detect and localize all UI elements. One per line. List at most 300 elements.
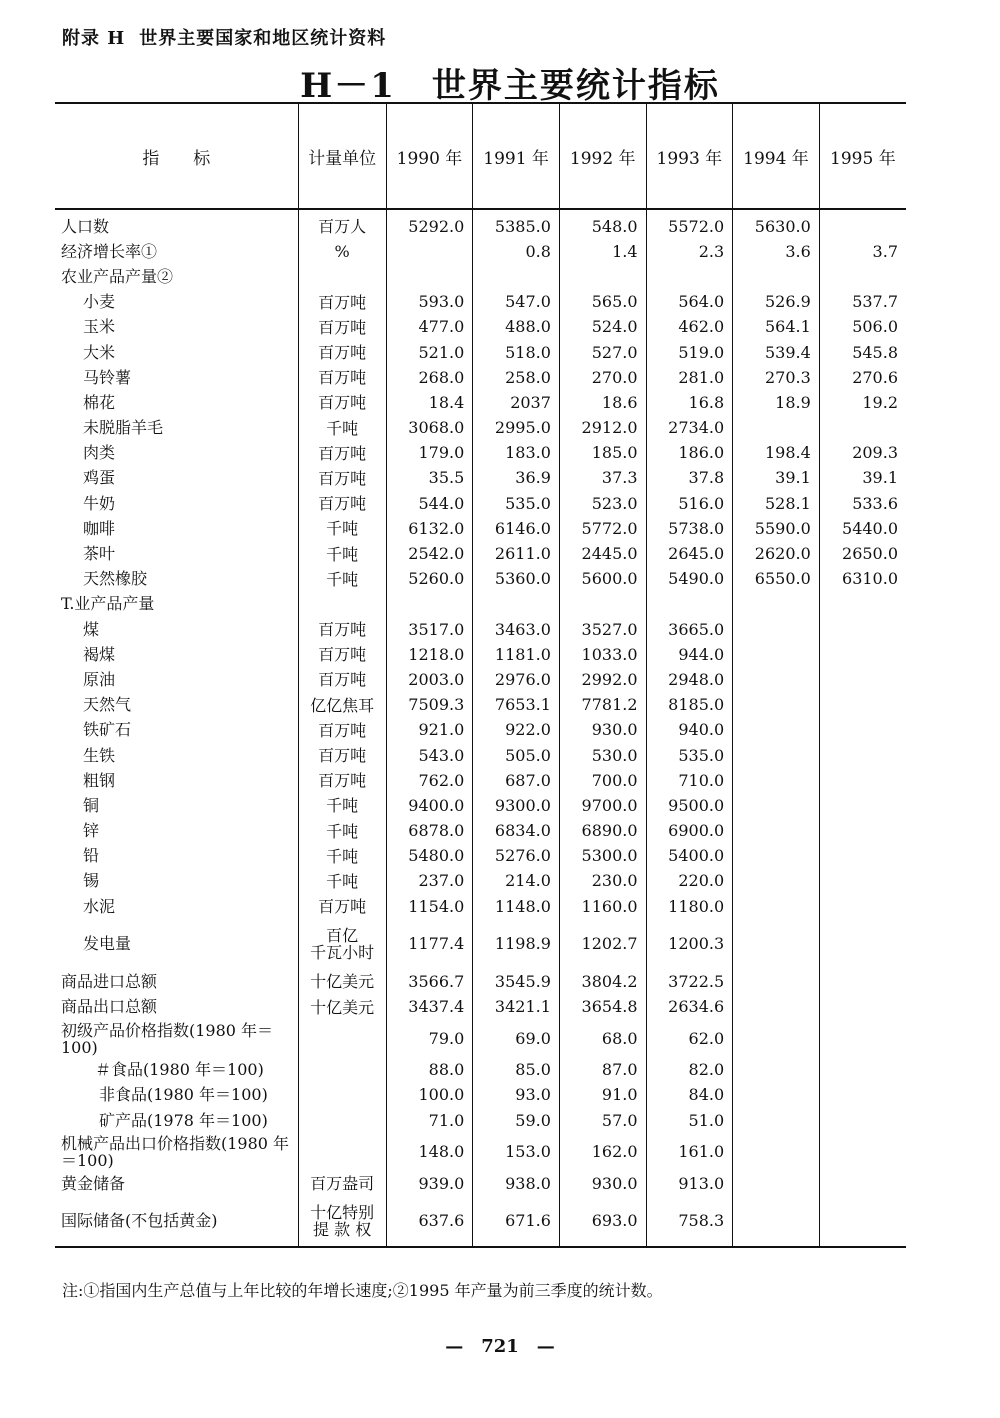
unit-cell xyxy=(298,592,386,617)
unit-cell: 十亿美元 xyxy=(298,994,386,1019)
value-cell: 179.0 xyxy=(386,441,473,466)
value-cell: 2992.0 xyxy=(559,667,646,692)
table-row xyxy=(55,894,906,919)
value-cell: 3421.1 xyxy=(473,994,560,1019)
col-1993: 1993 年 xyxy=(646,103,733,209)
unit-cell: 百万吨 xyxy=(298,390,386,415)
value-cell xyxy=(733,1058,820,1083)
value-cell: 270.0 xyxy=(559,365,646,390)
col-unit: 计量单位 xyxy=(298,103,386,209)
value-cell: 39.1 xyxy=(819,466,906,491)
value-cell: 2445.0 xyxy=(559,541,646,566)
value-cell xyxy=(819,894,906,919)
value-cell: 59.0 xyxy=(473,1108,560,1133)
unit-cell xyxy=(298,264,386,289)
table-row xyxy=(55,819,906,844)
unit-cell: 百万吨 xyxy=(298,491,386,516)
value-cell: 564.0 xyxy=(646,290,733,315)
value-cell: 100.0 xyxy=(386,1083,473,1108)
indicator-cell: 咖啡 xyxy=(83,518,116,538)
value-cell xyxy=(733,1083,820,1108)
value-cell: 220.0 xyxy=(646,869,733,894)
indicator-cell: 商品出口总额 xyxy=(61,997,158,1017)
value-cell: 5480.0 xyxy=(386,844,473,869)
value-cell xyxy=(733,416,820,441)
table-row xyxy=(55,466,906,491)
value-cell: 547.0 xyxy=(473,290,560,315)
indicator-cell: 煤 xyxy=(83,619,100,639)
indicator-cell: 茶叶 xyxy=(83,544,116,564)
value-cell xyxy=(646,264,733,289)
unit-cell: 千吨 xyxy=(298,793,386,818)
value-cell: 185.0 xyxy=(559,441,646,466)
value-cell: 3566.7 xyxy=(386,969,473,994)
value-cell: 79.0 xyxy=(386,1020,473,1058)
unit-cell: 百万吨 xyxy=(298,642,386,667)
value-cell: 183.0 xyxy=(473,441,560,466)
value-cell: 506.0 xyxy=(819,315,906,340)
value-cell: 939.0 xyxy=(386,1171,473,1196)
indicator-cell: 褐煤 xyxy=(83,644,116,664)
value-cell: 1198.9 xyxy=(473,919,560,969)
table-row xyxy=(55,1133,906,1171)
value-cell: 5440.0 xyxy=(819,516,906,541)
value-cell: 230.0 xyxy=(559,869,646,894)
value-cell: 535.0 xyxy=(473,491,560,516)
value-cell: 593.0 xyxy=(386,290,473,315)
value-cell: 3804.2 xyxy=(559,969,646,994)
value-cell: 1148.0 xyxy=(473,894,560,919)
value-cell: 7653.1 xyxy=(473,693,560,718)
value-cell xyxy=(733,1020,820,1058)
value-cell xyxy=(386,592,473,617)
statistics-table xyxy=(55,102,906,1248)
value-cell: 5276.0 xyxy=(473,844,560,869)
value-cell xyxy=(819,264,906,289)
value-cell: 762.0 xyxy=(386,768,473,793)
value-cell xyxy=(819,1083,906,1108)
value-cell: 2611.0 xyxy=(473,541,560,566)
value-cell: 477.0 xyxy=(386,315,473,340)
unit-cell: 百万吨 xyxy=(298,768,386,793)
value-cell: 270.6 xyxy=(819,365,906,390)
value-cell: 6900.0 xyxy=(646,819,733,844)
value-cell xyxy=(733,264,820,289)
indicator-cell: T.业产品产量 xyxy=(61,594,155,614)
table-row xyxy=(55,441,906,466)
indicator-cell: 经济增长率① xyxy=(61,241,158,261)
value-cell xyxy=(819,693,906,718)
value-cell xyxy=(559,592,646,617)
indicator-cell: 矿产品(1978 年＝100) xyxy=(99,1110,268,1130)
value-cell: 2620.0 xyxy=(733,541,820,566)
value-cell: 2542.0 xyxy=(386,541,473,566)
value-cell: 2037 xyxy=(473,390,560,415)
page-number: — 721 — xyxy=(445,1336,555,1357)
value-cell: 5300.0 xyxy=(559,844,646,869)
value-cell xyxy=(819,667,906,692)
table-row xyxy=(55,1196,906,1247)
value-cell: 1200.3 xyxy=(646,919,733,969)
value-cell xyxy=(819,743,906,768)
indicator-cell: 农业产品产量② xyxy=(61,266,174,286)
unit-cell: 十亿特别 提 款 权 xyxy=(298,1196,386,1247)
value-cell xyxy=(733,844,820,869)
value-cell: 537.7 xyxy=(819,290,906,315)
page-title: H－1 世界主要统计指标 xyxy=(300,66,720,106)
value-cell xyxy=(819,1058,906,1083)
unit-cell: 亿亿焦耳 xyxy=(298,693,386,718)
table-row xyxy=(55,340,906,365)
value-cell: 16.8 xyxy=(646,390,733,415)
value-cell xyxy=(819,869,906,894)
col-1990: 1990 年 xyxy=(386,103,473,209)
value-cell: 671.6 xyxy=(473,1196,560,1247)
value-cell: 87.0 xyxy=(559,1058,646,1083)
table-row xyxy=(55,390,906,415)
value-cell: 268.0 xyxy=(386,365,473,390)
value-cell xyxy=(559,264,646,289)
value-cell xyxy=(733,819,820,844)
value-cell: 526.9 xyxy=(733,290,820,315)
indicator-cell: 铁矿石 xyxy=(83,720,132,740)
value-cell: 544.0 xyxy=(386,491,473,516)
value-cell: 6550.0 xyxy=(733,567,820,592)
value-cell: 6878.0 xyxy=(386,819,473,844)
unit-cell: 十亿美元 xyxy=(298,969,386,994)
value-cell: 922.0 xyxy=(473,718,560,743)
table-row xyxy=(55,516,906,541)
unit-cell: 百万吨 xyxy=(298,365,386,390)
table-row xyxy=(55,290,906,315)
value-cell: 930.0 xyxy=(559,718,646,743)
value-cell: 3545.9 xyxy=(473,969,560,994)
table-row xyxy=(55,667,906,692)
table-row xyxy=(55,869,906,894)
value-cell: 36.9 xyxy=(473,466,560,491)
value-cell: 91.0 xyxy=(559,1083,646,1108)
value-cell: 5385.0 xyxy=(473,209,560,239)
value-cell: 82.0 xyxy=(646,1058,733,1083)
unit-cell: 百万吨 xyxy=(298,718,386,743)
value-cell: 7509.3 xyxy=(386,693,473,718)
table-row xyxy=(55,239,906,264)
value-cell: 913.0 xyxy=(646,1171,733,1196)
value-cell xyxy=(733,592,820,617)
value-cell: 18.4 xyxy=(386,390,473,415)
table-row xyxy=(55,209,906,239)
value-cell: 51.0 xyxy=(646,1108,733,1133)
value-cell: 9300.0 xyxy=(473,793,560,818)
unit-cell: 百万吨 xyxy=(298,466,386,491)
value-cell xyxy=(646,592,733,617)
unit-cell: 千吨 xyxy=(298,567,386,592)
unit-cell: % xyxy=(298,239,386,264)
col-indicator: 指 标 xyxy=(55,103,298,209)
value-cell: 938.0 xyxy=(473,1171,560,1196)
value-cell xyxy=(733,793,820,818)
value-cell xyxy=(733,718,820,743)
indicator-cell: 锡 xyxy=(83,871,100,891)
indicator-cell: 鸡蛋 xyxy=(83,468,116,488)
value-cell: 530.0 xyxy=(559,743,646,768)
value-cell xyxy=(819,1196,906,1247)
value-cell: 944.0 xyxy=(646,642,733,667)
indicator-cell: 锌 xyxy=(83,821,100,841)
footnote: 注:①指国内生产总值与上年比较的年增长速度;②1995 年产量为前三季度的统计数。 xyxy=(62,1281,663,1300)
value-cell xyxy=(733,969,820,994)
value-cell: 533.6 xyxy=(819,491,906,516)
value-cell: 564.1 xyxy=(733,315,820,340)
value-cell: 545.8 xyxy=(819,340,906,365)
unit-cell: 百万吨 xyxy=(298,617,386,642)
value-cell: 543.0 xyxy=(386,743,473,768)
value-cell: 2634.6 xyxy=(646,994,733,1019)
value-cell: 2003.0 xyxy=(386,667,473,692)
value-cell: 5590.0 xyxy=(733,516,820,541)
value-cell: 1033.0 xyxy=(559,642,646,667)
value-cell: 5600.0 xyxy=(559,567,646,592)
unit-cell xyxy=(298,1108,386,1133)
value-cell xyxy=(819,416,906,441)
indicator-cell: 原油 xyxy=(83,669,116,689)
table-row xyxy=(55,844,906,869)
value-cell xyxy=(733,617,820,642)
unit-cell: 百万人 xyxy=(298,209,386,239)
value-cell: 6890.0 xyxy=(559,819,646,844)
table-row xyxy=(55,567,906,592)
value-cell: 462.0 xyxy=(646,315,733,340)
value-cell xyxy=(819,1133,906,1171)
indicator-cell: 水泥 xyxy=(83,896,116,916)
value-cell: 1160.0 xyxy=(559,894,646,919)
unit-cell xyxy=(298,1083,386,1108)
value-cell xyxy=(733,994,820,1019)
unit-cell: 百万吨 xyxy=(298,290,386,315)
value-cell: 5772.0 xyxy=(559,516,646,541)
value-cell: 1180.0 xyxy=(646,894,733,919)
value-cell: 93.0 xyxy=(473,1083,560,1108)
table-row xyxy=(55,743,906,768)
value-cell: 3463.0 xyxy=(473,617,560,642)
value-cell xyxy=(386,239,473,264)
value-cell: 5490.0 xyxy=(646,567,733,592)
unit-cell: 百万吨 xyxy=(298,894,386,919)
value-cell: 528.1 xyxy=(733,491,820,516)
value-cell: 921.0 xyxy=(386,718,473,743)
table-row xyxy=(55,718,906,743)
value-cell xyxy=(733,768,820,793)
value-cell: 700.0 xyxy=(559,768,646,793)
value-cell: 3.6 xyxy=(733,239,820,264)
table-row xyxy=(55,315,906,340)
value-cell: 2948.0 xyxy=(646,667,733,692)
value-cell xyxy=(473,592,560,617)
value-cell: 687.0 xyxy=(473,768,560,793)
value-cell: 1202.7 xyxy=(559,919,646,969)
indicator-cell: 粗钢 xyxy=(83,770,116,790)
value-cell: 519.0 xyxy=(646,340,733,365)
value-cell: 3654.8 xyxy=(559,994,646,1019)
value-cell xyxy=(733,693,820,718)
value-cell: 88.0 xyxy=(386,1058,473,1083)
value-cell: 3527.0 xyxy=(559,617,646,642)
value-cell: 535.0 xyxy=(646,743,733,768)
indicator-cell: 小麦 xyxy=(83,292,116,312)
indicator-cell: 发电量 xyxy=(83,934,132,954)
value-cell: 237.0 xyxy=(386,869,473,894)
value-cell: 37.3 xyxy=(559,466,646,491)
indicator-cell: 铜 xyxy=(83,795,100,815)
indicator-cell: 人口数 xyxy=(61,216,110,236)
value-cell xyxy=(819,1108,906,1133)
table-row xyxy=(55,1058,906,1083)
value-cell: 39.1 xyxy=(733,466,820,491)
indicator-cell: 国际储备(不包括黄金) xyxy=(55,1196,298,1247)
value-cell xyxy=(733,869,820,894)
value-cell: 18.6 xyxy=(559,390,646,415)
unit-cell: 百万吨 xyxy=(298,667,386,692)
table-row xyxy=(55,1171,906,1196)
value-cell: 6310.0 xyxy=(819,567,906,592)
value-cell: 1.4 xyxy=(559,239,646,264)
value-cell xyxy=(819,969,906,994)
value-cell: 2650.0 xyxy=(819,541,906,566)
value-cell xyxy=(819,592,906,617)
table-body xyxy=(55,209,906,1247)
value-cell: 2.3 xyxy=(646,239,733,264)
table-row xyxy=(55,491,906,516)
value-cell: 3722.5 xyxy=(646,969,733,994)
value-cell: 637.6 xyxy=(386,1196,473,1247)
value-cell: 153.0 xyxy=(473,1133,560,1171)
value-cell: 8185.0 xyxy=(646,693,733,718)
unit-cell: 百亿 千瓦小时 xyxy=(298,919,386,969)
value-cell: 1181.0 xyxy=(473,642,560,667)
value-cell xyxy=(819,768,906,793)
unit-cell xyxy=(298,1020,386,1058)
value-cell: 3437.4 xyxy=(386,994,473,1019)
unit-cell: 百万吨 xyxy=(298,743,386,768)
unit-cell: 千吨 xyxy=(298,844,386,869)
value-cell: 5630.0 xyxy=(733,209,820,239)
col-1995: 1995 年 xyxy=(819,103,906,209)
value-cell: 521.0 xyxy=(386,340,473,365)
value-cell: 19.2 xyxy=(819,390,906,415)
value-cell: 505.0 xyxy=(473,743,560,768)
value-cell: 68.0 xyxy=(559,1020,646,1058)
table-row xyxy=(55,642,906,667)
unit-cell: 百万吨 xyxy=(298,441,386,466)
value-cell xyxy=(819,793,906,818)
value-cell: 710.0 xyxy=(646,768,733,793)
value-cell: 488.0 xyxy=(473,315,560,340)
value-cell: 9700.0 xyxy=(559,793,646,818)
indicator-cell: 天然橡胶 xyxy=(83,569,148,589)
value-cell: 3.7 xyxy=(819,239,906,264)
value-cell xyxy=(733,919,820,969)
table-row xyxy=(55,793,906,818)
value-cell xyxy=(819,209,906,239)
table-row xyxy=(55,264,906,289)
value-cell: 84.0 xyxy=(646,1083,733,1108)
appendix-label: 附录 H xyxy=(62,28,126,49)
value-cell: 2912.0 xyxy=(559,416,646,441)
value-cell xyxy=(819,1020,906,1058)
table-row xyxy=(55,592,906,617)
unit-cell: 千吨 xyxy=(298,516,386,541)
indicator-cell: 天然气 xyxy=(83,695,132,715)
unit-cell: 百万盎司 xyxy=(298,1171,386,1196)
indicator-cell: 玉米 xyxy=(83,317,116,337)
value-cell: 281.0 xyxy=(646,365,733,390)
value-cell: 5572.0 xyxy=(646,209,733,239)
value-cell: 2645.0 xyxy=(646,541,733,566)
value-cell: 3068.0 xyxy=(386,416,473,441)
value-cell xyxy=(733,1108,820,1133)
table-row xyxy=(55,994,906,1019)
value-cell xyxy=(473,264,560,289)
indicator-cell: 棉花 xyxy=(83,392,116,412)
value-cell: 5292.0 xyxy=(386,209,473,239)
table-row xyxy=(55,416,906,441)
table-header-row xyxy=(55,103,906,209)
value-cell xyxy=(819,994,906,1019)
value-cell: 693.0 xyxy=(559,1196,646,1247)
value-cell: 527.0 xyxy=(559,340,646,365)
value-cell: 524.0 xyxy=(559,315,646,340)
indicator-cell: 未脱脂羊毛 xyxy=(83,418,164,438)
value-cell: 7781.2 xyxy=(559,693,646,718)
indicator-cell: 机械产品出口价格指数(1980 年＝100) xyxy=(61,1134,290,1171)
value-cell: 6146.0 xyxy=(473,516,560,541)
value-cell xyxy=(819,844,906,869)
value-cell: 85.0 xyxy=(473,1058,560,1083)
value-cell: 3665.0 xyxy=(646,617,733,642)
value-cell xyxy=(733,1196,820,1247)
value-cell: 548.0 xyxy=(559,209,646,239)
value-cell: 71.0 xyxy=(386,1108,473,1133)
value-cell: 6834.0 xyxy=(473,819,560,844)
value-cell: 518.0 xyxy=(473,340,560,365)
value-cell: 6132.0 xyxy=(386,516,473,541)
indicator-cell: 大米 xyxy=(83,342,116,362)
indicator-cell: 商品进口总额 xyxy=(61,971,158,991)
indicator-cell: 黄金储备 xyxy=(61,1173,126,1193)
col-1991: 1991 年 xyxy=(473,103,560,209)
table-row xyxy=(55,1020,906,1058)
value-cell: 161.0 xyxy=(646,1133,733,1171)
indicator-cell: 牛奶 xyxy=(83,493,116,513)
value-cell: 758.3 xyxy=(646,1196,733,1247)
value-cell: 198.4 xyxy=(733,441,820,466)
unit-cell: 百万吨 xyxy=(298,315,386,340)
value-cell: 1154.0 xyxy=(386,894,473,919)
table-row xyxy=(55,768,906,793)
unit-cell: 千吨 xyxy=(298,541,386,566)
table-row xyxy=(55,365,906,390)
value-cell: 9400.0 xyxy=(386,793,473,818)
value-cell xyxy=(819,1171,906,1196)
value-cell: 214.0 xyxy=(473,869,560,894)
value-cell xyxy=(819,819,906,844)
value-cell: 209.3 xyxy=(819,441,906,466)
value-cell: 18.9 xyxy=(733,390,820,415)
value-cell: 5260.0 xyxy=(386,567,473,592)
value-cell: 2995.0 xyxy=(473,416,560,441)
value-cell: 565.0 xyxy=(559,290,646,315)
value-cell: 539.4 xyxy=(733,340,820,365)
